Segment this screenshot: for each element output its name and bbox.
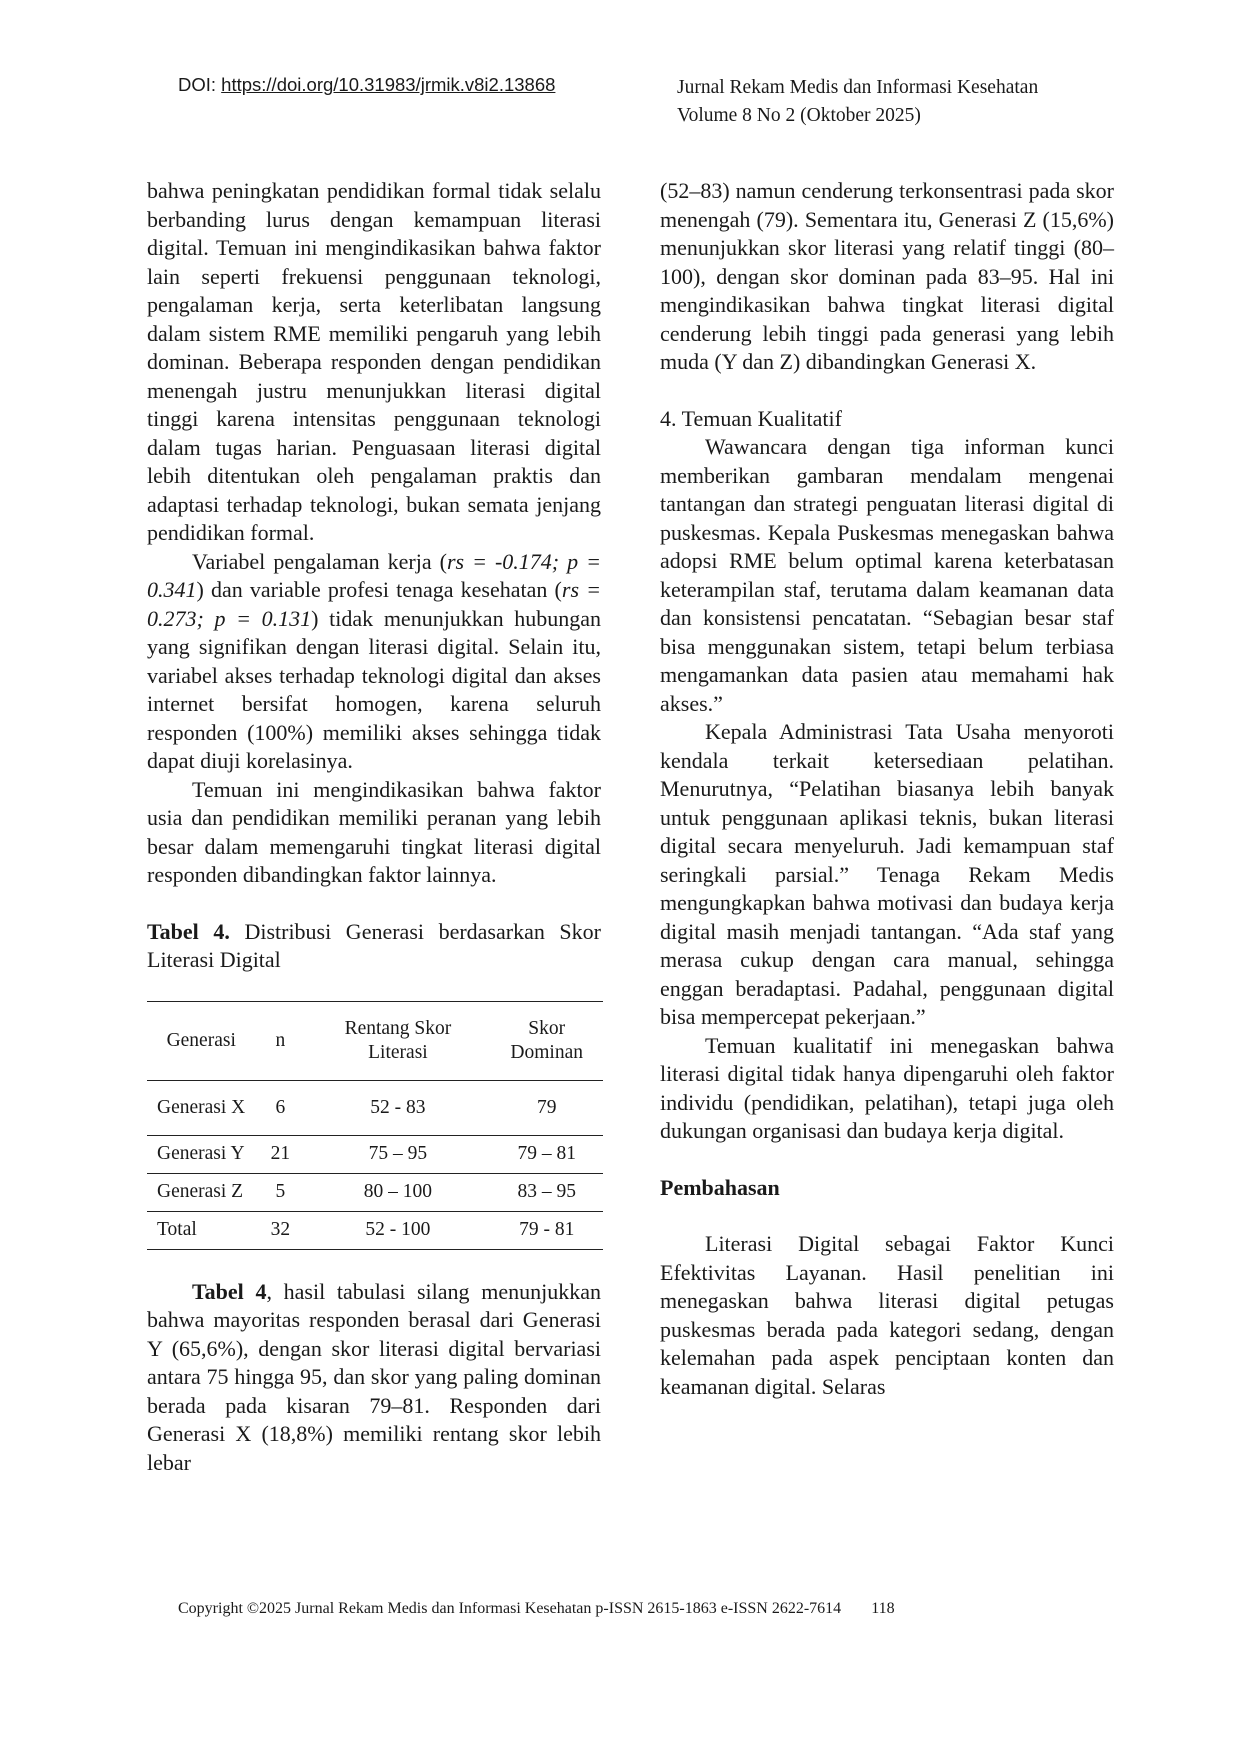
table-cell: 32	[270, 1219, 291, 1240]
table-header-cell: Generasi	[166, 1029, 236, 1051]
table-cell: 5	[275, 1181, 286, 1202]
page-number: 118	[871, 1600, 895, 1617]
table-header-row	[147, 1001, 603, 1080]
table-cell: 75 – 95	[368, 1143, 428, 1164]
table-cell: 79 – 81	[517, 1143, 576, 1164]
table-cell: Generasi X	[157, 1096, 246, 1118]
paragraph: Kepala Administrasi Tata Usaha menyoroti kendala terkait ketersediaan pelatihan. Menurutnya, “Pelatihan biasanya lebih banyak untuk penggunaan aplikasi teknis, bukan literasi digital secara menyeluruh. Jadi kemampuan staf seringkali parsial.” Tenaga Rekam Medis mengungkapkan bahwa motivasi dan budaya kerja digital masih menjadi tantangan. “Ada staf yang merasa cukup dengan cara manual, sehingga enggan beradaptasi. Padahal, penggunaan digital bisa mempercepat pekerjaan.”	[660, 719, 1114, 1029]
doi-line	[178, 74, 555, 96]
paragraph: Temuan kualitatif ini menegaskan bahwa literasi digital tidak hanya dipengaruhi oleh faktor individu (pendidikan, pelatihan), tetapi juga oleh dukungan organisasi dan budaya kerja digital.	[660, 1032, 1114, 1143]
table-reference: Tabel 4	[192, 1278, 267, 1304]
paragraph: Temuan ini mengindikasikan bahwa faktor usia dan pendidikan memiliki peranan yang lebih besar dalam memengaruhi tingkat literasi digital responden dibandingkan faktor lainnya.	[147, 776, 601, 887]
section-heading	[660, 1174, 1114, 1203]
table-cell: 83 – 95	[517, 1181, 576, 1202]
table-cell: 52 - 100	[365, 1219, 431, 1240]
paragraph: Literasi Digital sebagai Faktor Kunci Efektivitas Layanan. Hasil penelitian ini menegaskan bahwa literasi digital petugas puskesmas berada pada kategori sedang, dengan kelemahan pada aspek penciptaan konten dan keamanan digital. Selaras	[660, 1231, 1114, 1399]
table-caption-text: Distribusi Generasi berdasarkan Skor Literasi Digital	[147, 918, 601, 972]
paragraph	[147, 548, 601, 776]
table-cell: Total	[157, 1219, 197, 1240]
table-cell: 52 - 83	[370, 1096, 426, 1118]
table-header-cell: Skor Dominan	[510, 1017, 583, 1063]
text-run: ) tidak menunjukkan hubungan yang signifikan dengan literasi digital. Selain itu, variabel akses terhadap teknologi digital dan akses internet bersifat homogen, karena seluruh responden (100%) memiliki akses sehingga tidak dapat diuji korelasinya.	[147, 605, 601, 773]
journal-title: Jurnal Rekam Medis dan Informasi Kesehatan	[677, 77, 1039, 98]
journal-volume: Volume 8 No 2 (Oktober 2025)	[677, 105, 921, 126]
table-cell: Generasi Z	[157, 1181, 244, 1202]
table-row	[147, 1080, 603, 1135]
text-run: , hasil tabulasi silang menunjukkan bahwa mayoritas responden berasal dari Generasi Y (65,6%), dengan skor literasi digital bervariasi antara 75 hingga 95, dan skor yang paling dominan berada pada kisaran 79–81. Responden dari Generasi X (18,8%) memiliki rentang skor lebih lebar	[147, 1278, 601, 1475]
table-row	[147, 1211, 603, 1249]
page-footer	[178, 1600, 895, 1618]
text-run: Variabel pengalaman kerja (	[192, 548, 447, 574]
paragraph: (52–83) namun cenderung terkonsentrasi pada skor menengah (79). Sementara itu, Generasi Z (15,6%) menunjukkan skor literasi yang relatif tinggi (80–100), dengan skor dominan pada 83–95. Hal ini mengindikasikan bahwa tingkat literasi digital cenderung lebih tinggi pada generasi yang lebih muda (Y dan Z) dibandingkan Generasi X.	[660, 178, 1114, 374]
statistic-italic: rs = 0.273; p = 0.131	[147, 577, 602, 631]
table-cell: 6	[275, 1096, 286, 1118]
table-caption	[147, 918, 601, 975]
paragraph	[147, 1278, 601, 1478]
table-cell: 21	[270, 1143, 291, 1164]
discussion-heading: Pembahasan	[660, 1174, 780, 1200]
table-header-cell: n	[275, 1029, 286, 1051]
table-header-cell: Rentang Skor Literasi	[344, 1017, 452, 1063]
table-row	[147, 1173, 603, 1211]
doi-prefix: DOI:	[178, 74, 222, 95]
journal-header	[677, 74, 1038, 130]
generation-score-table	[147, 1001, 603, 1250]
right-column	[660, 177, 1114, 1401]
section-heading: 4. Temuan Kualitatif	[660, 405, 842, 431]
table-cell: 79	[536, 1096, 557, 1118]
statistic-italic: rs = -0.174; p = 0.341	[147, 548, 602, 602]
text-run: ) dan variable profesi tenaga kesehatan (	[196, 577, 562, 602]
left-column	[147, 177, 601, 1477]
table-cell: 79 - 81	[519, 1219, 575, 1240]
paragraph: Wawancara dengan tiga informan kunci memberikan gambaran mendalam mengenai tantangan dan strategi penguatan literasi digital di puskesmas. Kepala Puskesmas menegaskan bahwa adopsi RME belum optimal karena keterbatasan keterampilan staf, terutama dalam keamanan data dan konsistensi pencatatan. “Sebagian besar staf bisa menggunakan sistem, tetapi belum terbiasa mengamankan data pasien atau memahami hak akses.”	[660, 434, 1114, 716]
table-row	[147, 1135, 603, 1173]
paragraph: bahwa peningkatan pendidikan formal tidak selalu berbanding lurus dengan kemampuan literasi digital. Temuan ini mengindikasikan bahwa faktor lain seperti frekuensi penggunaan teknologi, pengalaman kerja, serta keterlibatan langsung dalam sistem RME memiliki pengaruh yang lebih dominan. Beberapa responden dengan pendidikan menengah justru menunjukkan literasi digital tinggi karena intensitas penggunaan teknologi dalam tugas harian. Penguasaan literasi digital lebih ditentukan oleh pengalaman praktis dan adaptasi terhadap teknologi, bukan semata jenjang pendidikan formal.	[147, 178, 601, 545]
table-cell: 80 – 100	[363, 1181, 433, 1202]
copyright-text: Copyright ©2025 Jurnal Rekam Medis dan Informasi Kesehatan p-ISSN 2615-1863 e-ISSN 2622-7614	[178, 1600, 842, 1617]
table-caption-label: Tabel 4.	[147, 918, 230, 944]
doi-link[interactable]: https://doi.org/10.31983/jrmik.v8i2.13868	[221, 74, 556, 95]
table-cell: Generasi Y	[157, 1143, 245, 1164]
